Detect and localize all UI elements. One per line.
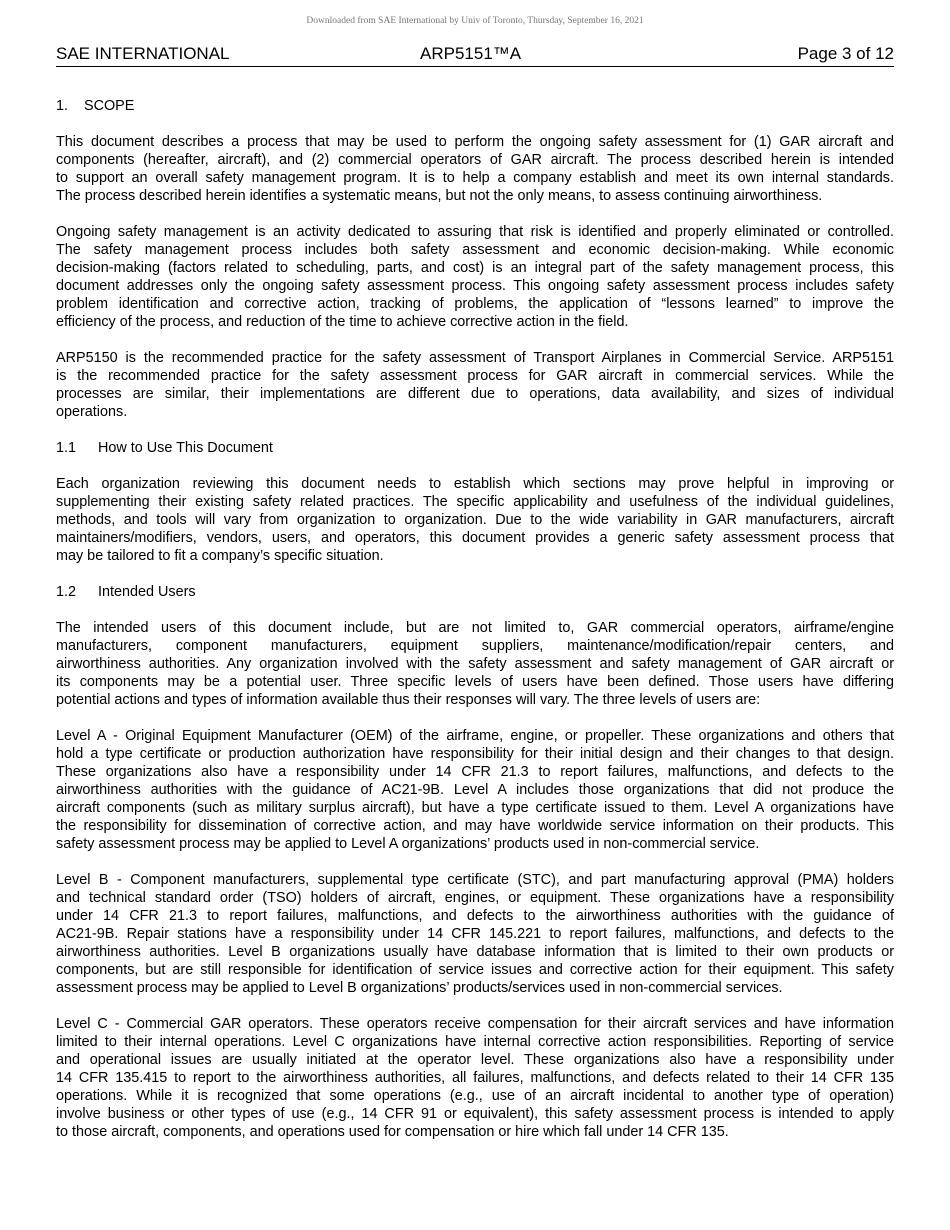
paragraph-line: manufacturers, component manufacturers, equipment suppliers, maintenance/modification/repair centers, and: [56, 638, 894, 654]
paragraph-line: airworthiness authorities with the guidance of AC21-9B. Level A includes those organizations that did not produce the: [56, 782, 894, 798]
section-number: 1.: [56, 98, 69, 114]
paragraph-line: the responsibility for dissemination of corrective action, and may have worldwide service information on their products. This: [56, 818, 894, 834]
paragraph-line: maintainers/modifiers, vendors, users, and operators, this document provides a generic safety assessment process that: [56, 530, 894, 546]
paragraph-line: The intended users of this document include, but are not limited to, GAR commercial operators, airframe/engine: [56, 620, 894, 636]
paragraph-line: limited to their internal operations. Level C organizations have internal corrective action responsibilities. Reporting of service: [56, 1034, 894, 1050]
paragraph-line: hold a type certificate or production authorization have responsibility for their initial design and their changes to that design.: [56, 746, 894, 762]
paragraph-line: to those aircraft, components, and operations used for compensation or hire which fall under 14 CFR 135.: [56, 1124, 729, 1140]
page-number: Page 3 of 12: [797, 44, 894, 63]
section-number: 1.2: [56, 584, 77, 600]
paragraph: [56, 871, 894, 997]
paragraph-line: may be tailored to fit a company’s specific situation.: [56, 548, 384, 564]
section-title: Intended Users: [98, 584, 196, 600]
paragraph-line: The process described herein identifies a systematic means, but not the only means, to assess continuing airworthiness.: [56, 188, 823, 204]
paragraph-line: Each organization reviewing this document needs to establish which sections may prove helpful in improving or: [56, 476, 894, 492]
paragraph-line: document addresses only the ongoing safety assessment process. This ongoing safety assessment process includes safety: [56, 278, 894, 294]
paragraph-line: Level A - Original Equipment Manufacturer (OEM) of the airframe, engine, or propeller. These organizations and others that: [56, 728, 894, 744]
paragraph-line: and technical standard order (TSO) holders of aircraft, engines, or equipment. These organizations have a responsibility: [56, 890, 894, 906]
paragraph-line: safety assessment process may be applied to Level A organizations’ products used in non-commercial service.: [56, 836, 760, 852]
section-number: 1.1: [56, 440, 77, 456]
paragraph-line: is the recommended practice for the safety assessment process for GAR aircraft in commercial services. While the: [56, 368, 894, 384]
paragraph-line: to support an overall safety management program. It is to help a company establish and meet its own internal standards.: [56, 170, 894, 186]
paragraph: [56, 1015, 894, 1141]
section-heading: [56, 439, 894, 457]
paragraph-line: involve business or other types of use (e.g., 14 CFR 91 or equivalent), this safety assessment process is intended to apply: [56, 1106, 894, 1122]
paragraph-line: The safety management process includes both safety assessment and economic decision-making. While economic: [56, 242, 894, 258]
paragraph-line: decision-making (factors related to scheduling, parts, and cost) is an integral part of the safety management process, this: [56, 260, 894, 276]
paragraph-line: operations. While it is recognized that some operations (e.g., use of an aircraft incidental to another type of operation): [56, 1088, 894, 1104]
paragraph: [56, 349, 894, 421]
paragraph-line: components, but are still responsible for identification of service issues and corrective action for their equipment. This safety: [56, 962, 894, 978]
paragraph-line: Level B - Component manufacturers, supplemental type certificate (STC), and part manufacturing approval (PMA) holders: [56, 872, 894, 888]
paragraph-line: efficiency of the process, and reduction of the time to achieve corrective action in the field.: [56, 314, 629, 330]
paragraph-line: potential actions and types of information available thus their responses will vary. The three levels of users are:: [56, 692, 761, 708]
paragraph-line: its components may be a potential user. Three specific levels of users have been defined. Those users have differing: [56, 674, 894, 690]
paragraph-line: methods, and tools will vary from organization to organization. Due to the wide variability in GAR manufacturers, aircraft: [56, 512, 894, 528]
paragraph-line: supplementing their existing safety related practices. The specific applicability and usefulness of the individual guidelines,: [56, 494, 894, 510]
paragraph-line: 14 CFR 135.415 to report to the airworthiness authorities, all failures, malfunctions, and defects related to their 14 CFR 135: [56, 1070, 894, 1086]
paragraph-line: aircraft components (such as military surplus aircraft), but have a type certificate issued to them. Level A organizations have: [56, 800, 894, 816]
paragraph: [56, 619, 894, 709]
paragraph-line: operations.: [56, 404, 128, 420]
paragraph: [56, 223, 894, 331]
section-heading: [56, 583, 894, 601]
paragraph-line: assessment process may be applied to Level B organizations’ products/services used in non-commercial services.: [56, 980, 783, 996]
paragraph-line: and operational issues are usually initiated at the operator level. These organizations also have a responsibility under: [56, 1052, 894, 1068]
paragraph-line: airworthiness authorities. Any organization involved with the safety assessment and safety management of GAR aircraft or: [56, 656, 894, 672]
section-heading: [56, 97, 894, 115]
paragraph-line: problem identification and corrective action, tracking of problems, the application of “lessons learned” to improve the: [56, 296, 894, 312]
paragraph-line: airworthiness authorities. Level B organizations usually have database information that is limited to their own products or: [56, 944, 894, 960]
paragraph-line: ARP5150 is the recommended practice for the safety assessment of Transport Airplanes in Commercial Service. ARP5151: [56, 350, 894, 366]
paragraph: [56, 727, 894, 853]
paragraph-line: These organizations also have a responsibility under 14 CFR 21.3 to report failures, malfunctions, and defects to the: [56, 764, 894, 780]
page-header: [56, 44, 894, 67]
paragraph-line: components (hereafter, aircraft), and (2) commercial operators of GAR aircraft. The process described herein is intended: [56, 152, 894, 168]
document-body: [56, 97, 894, 1159]
section-title: How to Use This Document: [98, 440, 273, 456]
document-number: ARP5151™A: [420, 44, 522, 63]
paragraph-line: This document describes a process that may be used to perform the ongoing safety assessment for (1) GAR aircraft and: [56, 134, 894, 150]
paragraph-line: Level C - Commercial GAR operators. These operators receive compensation for their aircraft services and have information: [56, 1016, 894, 1032]
paragraph-line: processes are similar, their implementations are different due to operations, data availability, and sizes of individual: [56, 386, 894, 402]
paragraph: [56, 133, 894, 205]
section-title: SCOPE: [84, 98, 135, 114]
paragraph-line: Ongoing safety management is an activity dedicated to assuring that risk is identified and properly eliminated or controlled.: [56, 224, 894, 240]
paragraph-line: under 14 CFR 21.3 to report failures, malfunctions, and defects to the airworthiness authorities with the guidance of: [56, 908, 894, 924]
publisher-name: SAE INTERNATIONAL: [56, 44, 230, 63]
download-notice: Downloaded from SAE International by Univ of Toronto, Thursday, September 16, 2021: [306, 16, 644, 26]
paragraph-line: AC21-9B. Repair stations have a responsibility under 14 CFR 145.221 to report failures, malfunctions, and defects to the: [56, 926, 894, 942]
paragraph: [56, 475, 894, 565]
